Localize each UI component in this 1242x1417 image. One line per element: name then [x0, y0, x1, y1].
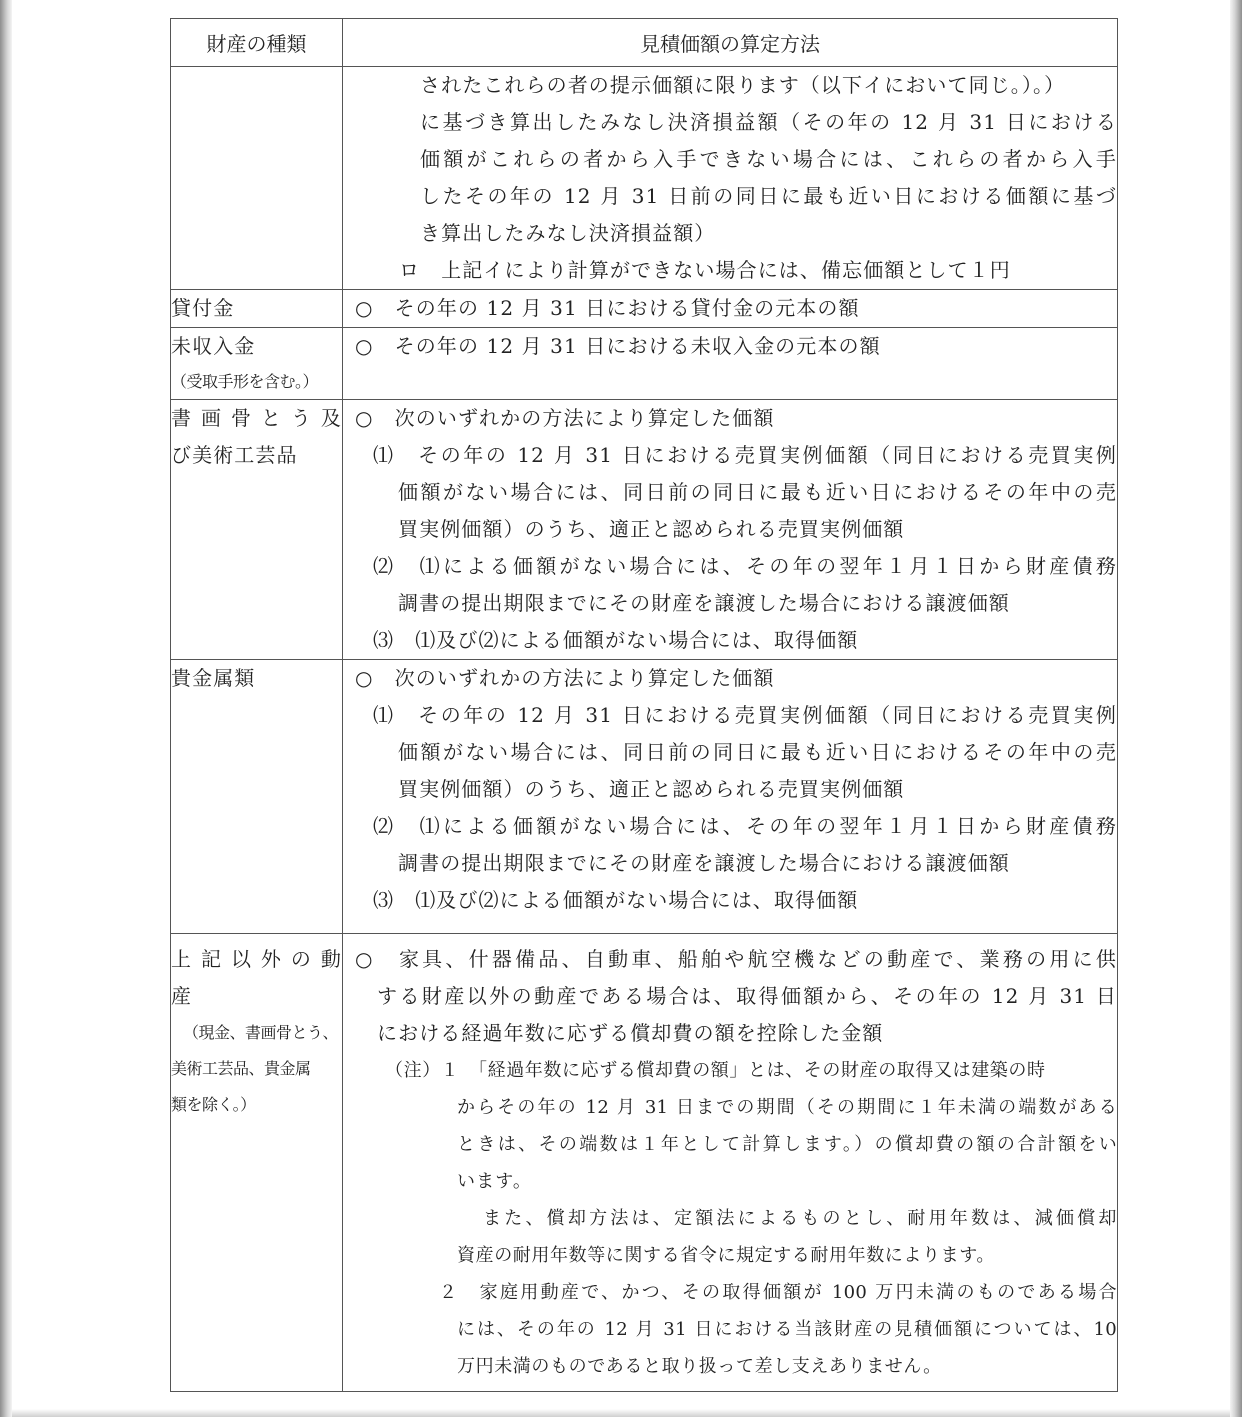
text-line: されたこれらの者の提示価額に限ります（以下イにおいて同じ。）。） [420, 73, 1066, 97]
text-line: 価額がない場合には、同日前の同日に最も近い日におけるその年中の売 [398, 740, 1117, 764]
method-cell [343, 67, 1118, 290]
category-label: 貸付金 [171, 296, 235, 320]
category-note: 美術工芸品、貴金属 [171, 1059, 311, 1078]
category-label: 産 [171, 984, 193, 1008]
text-line: ⑵ ⑴による価額がない場合には、その年の翌年１月１日から財産債務 [373, 554, 1117, 578]
text-line: したその年の 12 月 31 日前の同日に最も近い日における価額に基づ [420, 184, 1117, 208]
text-line: ○ その年の 12 月 31 日における貸付金の元本の額 [355, 296, 860, 320]
category-note: （現金、書画骨とう、 [183, 1023, 339, 1042]
category-cell [171, 67, 343, 290]
category-cell [171, 400, 343, 660]
text-line: ⑵ ⑴による価額がない場合には、その年の翌年１月１日から財産債務 [373, 814, 1117, 838]
table-row [171, 400, 1118, 660]
text-line: に基づき算出したみなし決済損益額（その年の 12 月 31 日における [420, 110, 1117, 134]
header-asset-type: 財産の種類 [171, 19, 343, 67]
category-label: 書画骨とう及 [171, 406, 342, 430]
category-label: 貴金属類 [171, 666, 256, 690]
text-line: ⑴ その年の 12 月 31 日における売買実例価額（同日における売買実例 [373, 703, 1117, 727]
text-line: ○ 家具、什器備品、自動車、船舶や航空機などの動産で、業務の用に供 [355, 947, 1117, 971]
viewer-left-edge [0, 0, 12, 1417]
table-row [171, 934, 1118, 1392]
category-cell [171, 660, 343, 934]
text-line: ○ その年の 12 月 31 日における未収入金の元本の額 [355, 334, 881, 358]
category-note: （受取手形を含む。） [171, 372, 319, 391]
text-line: います。 [457, 1171, 532, 1192]
text-line: ときは、その端数は１年として計算します。）の償却費の額の合計額をい [457, 1134, 1117, 1155]
category-cell [171, 934, 343, 1392]
method-cell [343, 660, 1118, 934]
text-line: ⑴ その年の 12 月 31 日における売買実例価額（同日における売買実例 [373, 443, 1117, 467]
table-header-row [171, 19, 1118, 67]
text-line: 買実例価額）のうち、適正と認められる売買実例価額 [398, 777, 905, 801]
category-label: び美術工芸品 [171, 443, 298, 467]
table-row [171, 290, 1118, 328]
category-cell [171, 328, 343, 400]
table-row [171, 67, 1118, 290]
text-line: ⑶ ⑴及び⑵による価額がない場合には、取得価額 [373, 888, 859, 912]
method-cell [343, 328, 1118, 400]
text-line: き算出したみなし決済損益額） [420, 221, 716, 245]
category-cell [171, 290, 343, 328]
text-line: 調書の提出期限までにその財産を譲渡した場合における譲渡価額 [398, 851, 1010, 875]
text-line: ロ 上記イにより計算ができない場合には、備忘価額として１円 [399, 258, 1011, 282]
text-line: における経過年数に応ずる償却費の額を控除した金額 [377, 1021, 884, 1045]
text-line: 調書の提出期限までにその財産を譲渡した場合における譲渡価額 [398, 591, 1010, 615]
table-row [171, 660, 1118, 934]
category-label: 上記以外の動 [171, 947, 342, 971]
text-line: 万円未満のものであると取り扱って差し支えありません。 [457, 1356, 942, 1377]
table-row [171, 328, 1118, 400]
category-label: 未収入金 [171, 334, 256, 358]
valuation-table [170, 18, 1118, 1392]
method-cell [343, 934, 1118, 1392]
text-line: 資産の耐用年数等に関する省令に規定する耐用年数によります。 [457, 1245, 995, 1266]
text-line: ⑶ ⑴及び⑵による価額がない場合には、取得価額 [373, 628, 859, 652]
text-line: ○ 次のいずれかの方法により算定した価額 [355, 666, 775, 690]
category-note: 類を除く。） [171, 1095, 256, 1114]
text-line: ２ 家庭用動産で、かつ、その取得価額が 100 万円未満のものである場合 [439, 1282, 1117, 1303]
text-line: 価額がこれらの者から入手できない場合には、これらの者から入手 [420, 147, 1117, 171]
text-line: （注）１ 「経過年数に応ずる償却費の額」とは、その財産の取得又は建築の時 [385, 1060, 1046, 1081]
method-cell [343, 290, 1118, 328]
text-line: からその年の 12 月 31 日までの期間（その期間に１年未満の端数がある [457, 1097, 1117, 1118]
viewer-bottom-edge [12, 1409, 1230, 1417]
text-line: する財産以外の動産である場合は、取得価額から、その年の 12 月 31 日 [377, 984, 1117, 1008]
text-line: には、その年の 12 月 31 日における当該財産の見積価額については、10 [457, 1319, 1117, 1340]
text-line: また、償却方法は、定額法によるものとし、耐用年数は、減価償却 [483, 1208, 1117, 1229]
header-valuation-method: 見積価額の算定方法 [343, 19, 1118, 67]
text-line: ○ 次のいずれかの方法により算定した価額 [355, 406, 775, 430]
text-line: 買実例価額）のうち、適正と認められる売買実例価額 [398, 517, 905, 541]
method-cell [343, 400, 1118, 660]
text-line: 価額がない場合には、同日前の同日に最も近い日におけるその年中の売 [398, 480, 1117, 504]
viewer-right-edge [1230, 0, 1242, 1417]
